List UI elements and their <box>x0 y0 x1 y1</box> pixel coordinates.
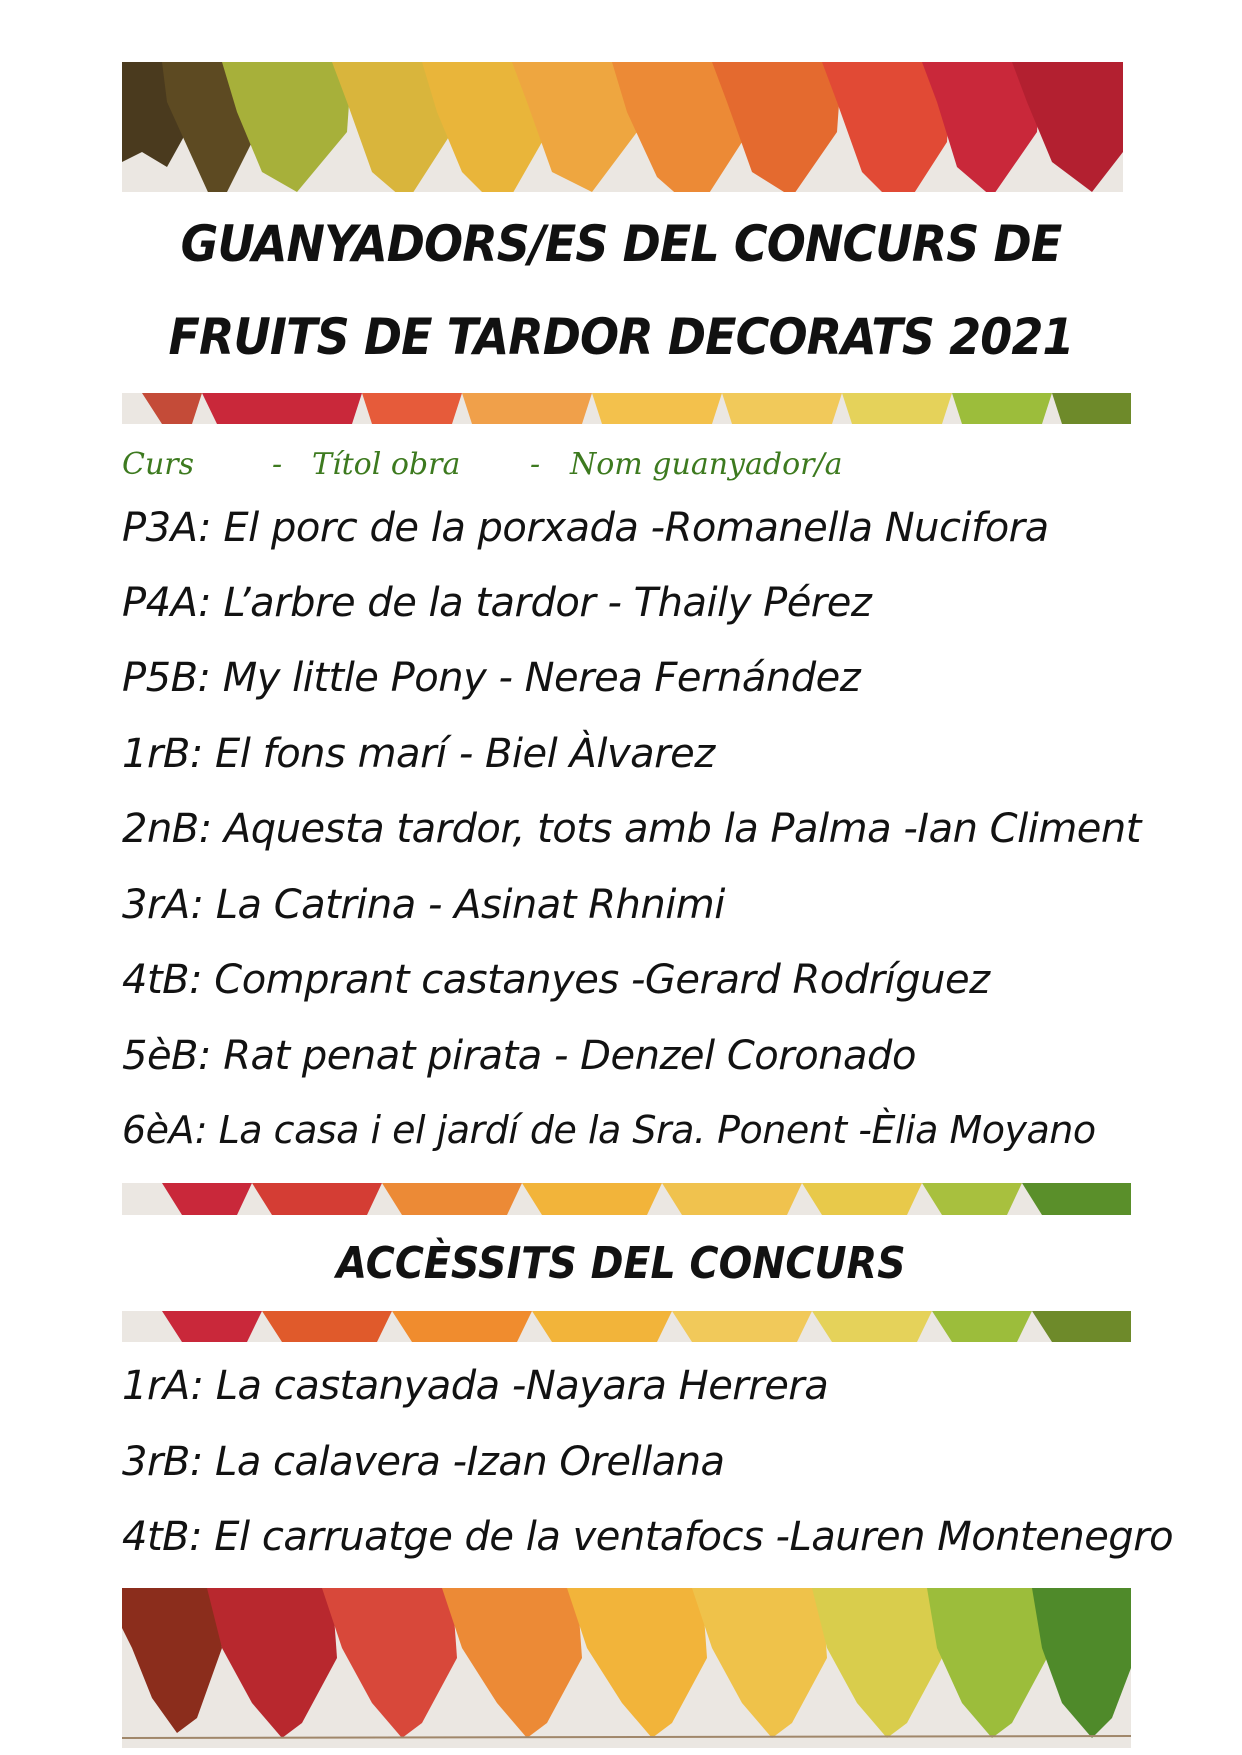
leaves-divider-1 <box>122 393 1131 424</box>
winner-entry-5: 2nB: Aquesta tardor, tots amb la Palma -Ian Climent <box>122 806 1141 852</box>
winner-entry-2: P4A: L’arbre de la tardor - Thaily Pérez <box>122 580 872 626</box>
leaves-banner-top <box>122 62 1123 192</box>
page-title-line-1: GUANYADORS/ES DEL CONCURS DE <box>180 215 1062 273</box>
winner-entry-7: 4tB: Comprant castanyes -Gerard Rodríguez <box>122 957 990 1003</box>
accessits-section-title: ACCÈSSITS DEL CONCURS <box>336 1238 906 1289</box>
page-title-line-2: FRUITS DE TARDOR DECORATS 2021 <box>168 308 1074 366</box>
winner-entry-9: 6èA: La casa i el jardí de la Sra. Ponent -Èlia Moyano <box>122 1108 1096 1152</box>
winner-entry-3: P5B: My little Pony - Nerea Fernández <box>122 655 861 701</box>
accessit-entry-2: 3rB: La calavera -Izan Orellana <box>122 1439 725 1485</box>
leaves-divider-2 <box>122 1183 1131 1215</box>
accessit-entry-3: 4tB: El carruatge de la ventafocs -Lauren Montenegro <box>122 1514 1174 1560</box>
winner-entry-1: P3A: El porc de la porxada -Romanella Nucifora <box>122 505 1049 551</box>
header-winner-name: Nom guanyador/a <box>570 447 843 482</box>
header-separator-2: - <box>530 447 541 482</box>
winner-entry-8: 5èB: Rat penat pirata - Denzel Coronado <box>122 1033 916 1079</box>
leaves-banner-bottom <box>122 1588 1131 1748</box>
winner-entry-4: 1rB: El fons marí - Biel Àlvarez <box>122 731 715 777</box>
header-work-title: Títol obra <box>312 447 461 482</box>
leaves-divider-3 <box>122 1311 1131 1342</box>
winner-entry-6: 3rA: La Catrina - Asinat Rhnimi <box>122 882 725 928</box>
header-course: Curs <box>122 447 195 482</box>
header-separator-1: - <box>272 447 283 482</box>
accessit-entry-1: 1rA: La castanyada -Nayara Herrera <box>122 1363 829 1409</box>
